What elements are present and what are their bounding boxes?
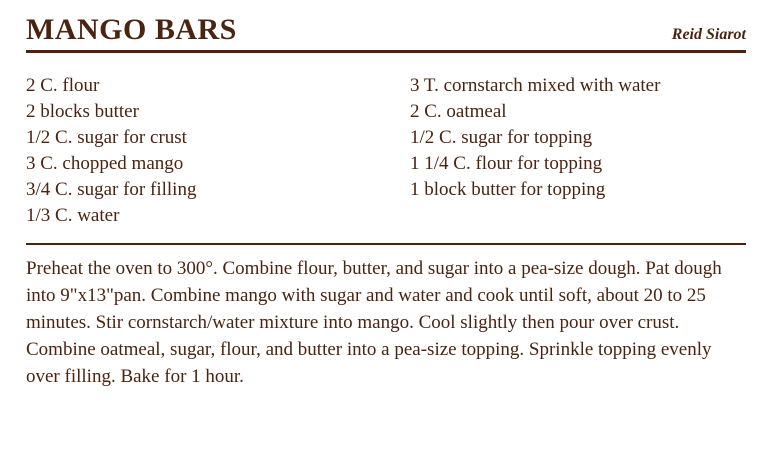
recipe-header [26,14,746,49]
list-item: 1 block butter for topping [410,179,606,200]
list-item: 2 C. oatmeal [410,101,507,122]
list-item: 2 C. flour [26,75,100,96]
list-item: 3/4 C. sugar for filling [26,179,197,200]
list-item: 1/2 C. sugar for topping [410,127,593,148]
page-title: MANGO BARS [26,13,237,46]
ingredients-section [26,73,746,229]
ingredients-column-left [26,73,386,229]
instructions-divider [26,243,746,245]
list-item: 1/2 C. sugar for crust [26,127,187,148]
list-item: 1/3 C. water [26,205,120,226]
title-divider [26,50,746,53]
ingredients-column-right [386,73,746,229]
list-item: 3 C. chopped mango [26,153,184,174]
list-item: 1 1/4 C. flour for topping [410,153,603,174]
list-item: 3 T. cornstarch mixed with water [410,75,661,96]
instructions-text: Preheat the oven to 300°. Combine flour, butter, and sugar into a pea-size dough. Pat dough into 9"x13"pan. Combine mango with sugar and water and cook until soft, about 20 to 25 minutes. Stir cornstarch/water mixture into mango. Cool slightly then pour over crust. Combine oatmeal, sugar, flour, and butter into a pea-size topping. Sprinkle topping evenly over filling. Bake for 1 hour. [26,258,722,387]
recipe-author: Reid Siarot [671,26,746,43]
list-item: 2 blocks butter [26,101,139,122]
